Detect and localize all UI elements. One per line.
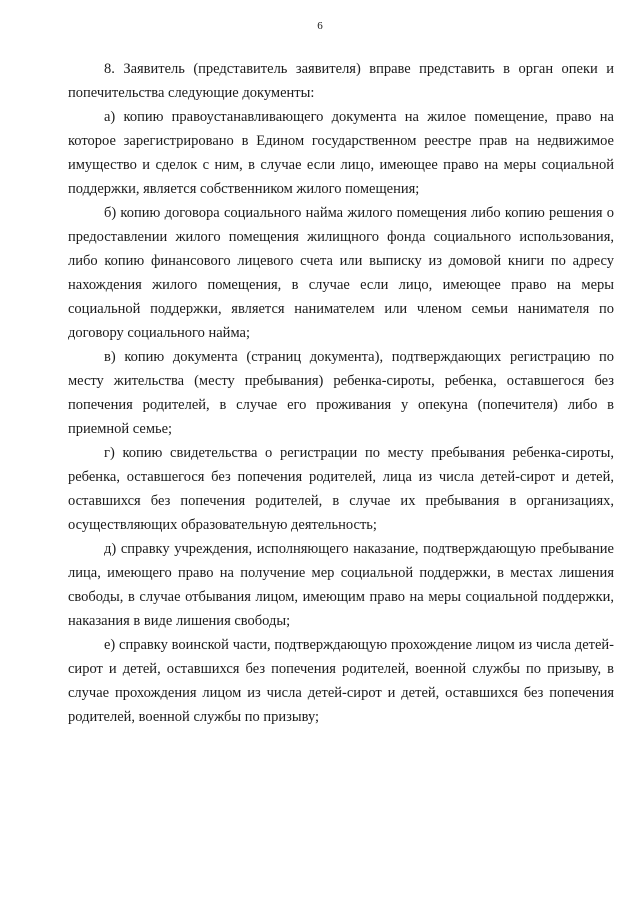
paragraph-subitem-a: а) копию правоустанавливающего документа на жилое помещение, право на которое зарегистрировано в Едином государственном реестре прав на недвижимое имущество и сделок с ним, в случае если лицо, имеющее право на меры социальной поддержки, является собственником жилого помещения;: [68, 109, 614, 197]
paragraph-subitem-d: д) справку учреждения, исполняющего наказание, подтверждающую пребывание лица, имеющего право на получение мер социальной поддержки, в местах лишения свободы, в случае отбывания лицом, имеющим право на меры социальной поддержки, наказания в виде лишения свободы;: [68, 541, 614, 629]
paragraph-item-8: 8. Заявитель (представитель заявителя) вправе представить в орган опеки и попечительства следующие документы:: [68, 61, 614, 101]
paragraph-subitem-v: в) копию документа (страниц документа), подтверждающих регистрацию по месту жительства (месту пребывания) ребенка-сироты, ребенка, оставшегося без попечения родителей, в случае его проживания у опекуна (попечителя) либо в приемной семье;: [68, 349, 614, 437]
page-number: 6: [317, 20, 323, 32]
paragraph-subitem-b: б) копию договора социального найма жилого помещения либо копию решения о предоставлении жилого помещения жилищного фонда социального использования, либо копию финансового лицевого счета или выписку из домовой книги по адресу нахождения жилого помещения, в случае если лицо, имеющее право на меры социальной поддержки, является нанимателем или членом семьи нанимателя по договору социального найма;: [68, 205, 614, 341]
document-body: [68, 57, 614, 729]
paragraph-subitem-g: г) копию свидетельства о регистрации по месту пребывания ребенка-сироты, ребенка, оставшегося без попечения родителей, лица из числа детей-сирот и детей, оставшихся без попечения родителей, в случае их пребывания в организациях, осуществляющих образовательную деятельность;: [68, 445, 614, 533]
paragraph-subitem-e: е) справку воинской части, подтверждающую прохождение лицом из числа детей-сирот и детей, оставшихся без попечения родителей, военной службы по призыву, в случае прохождения лицом из числа детей-сирот и детей, оставшихся без попечения родителей, военной службы по призыву;: [68, 637, 614, 725]
